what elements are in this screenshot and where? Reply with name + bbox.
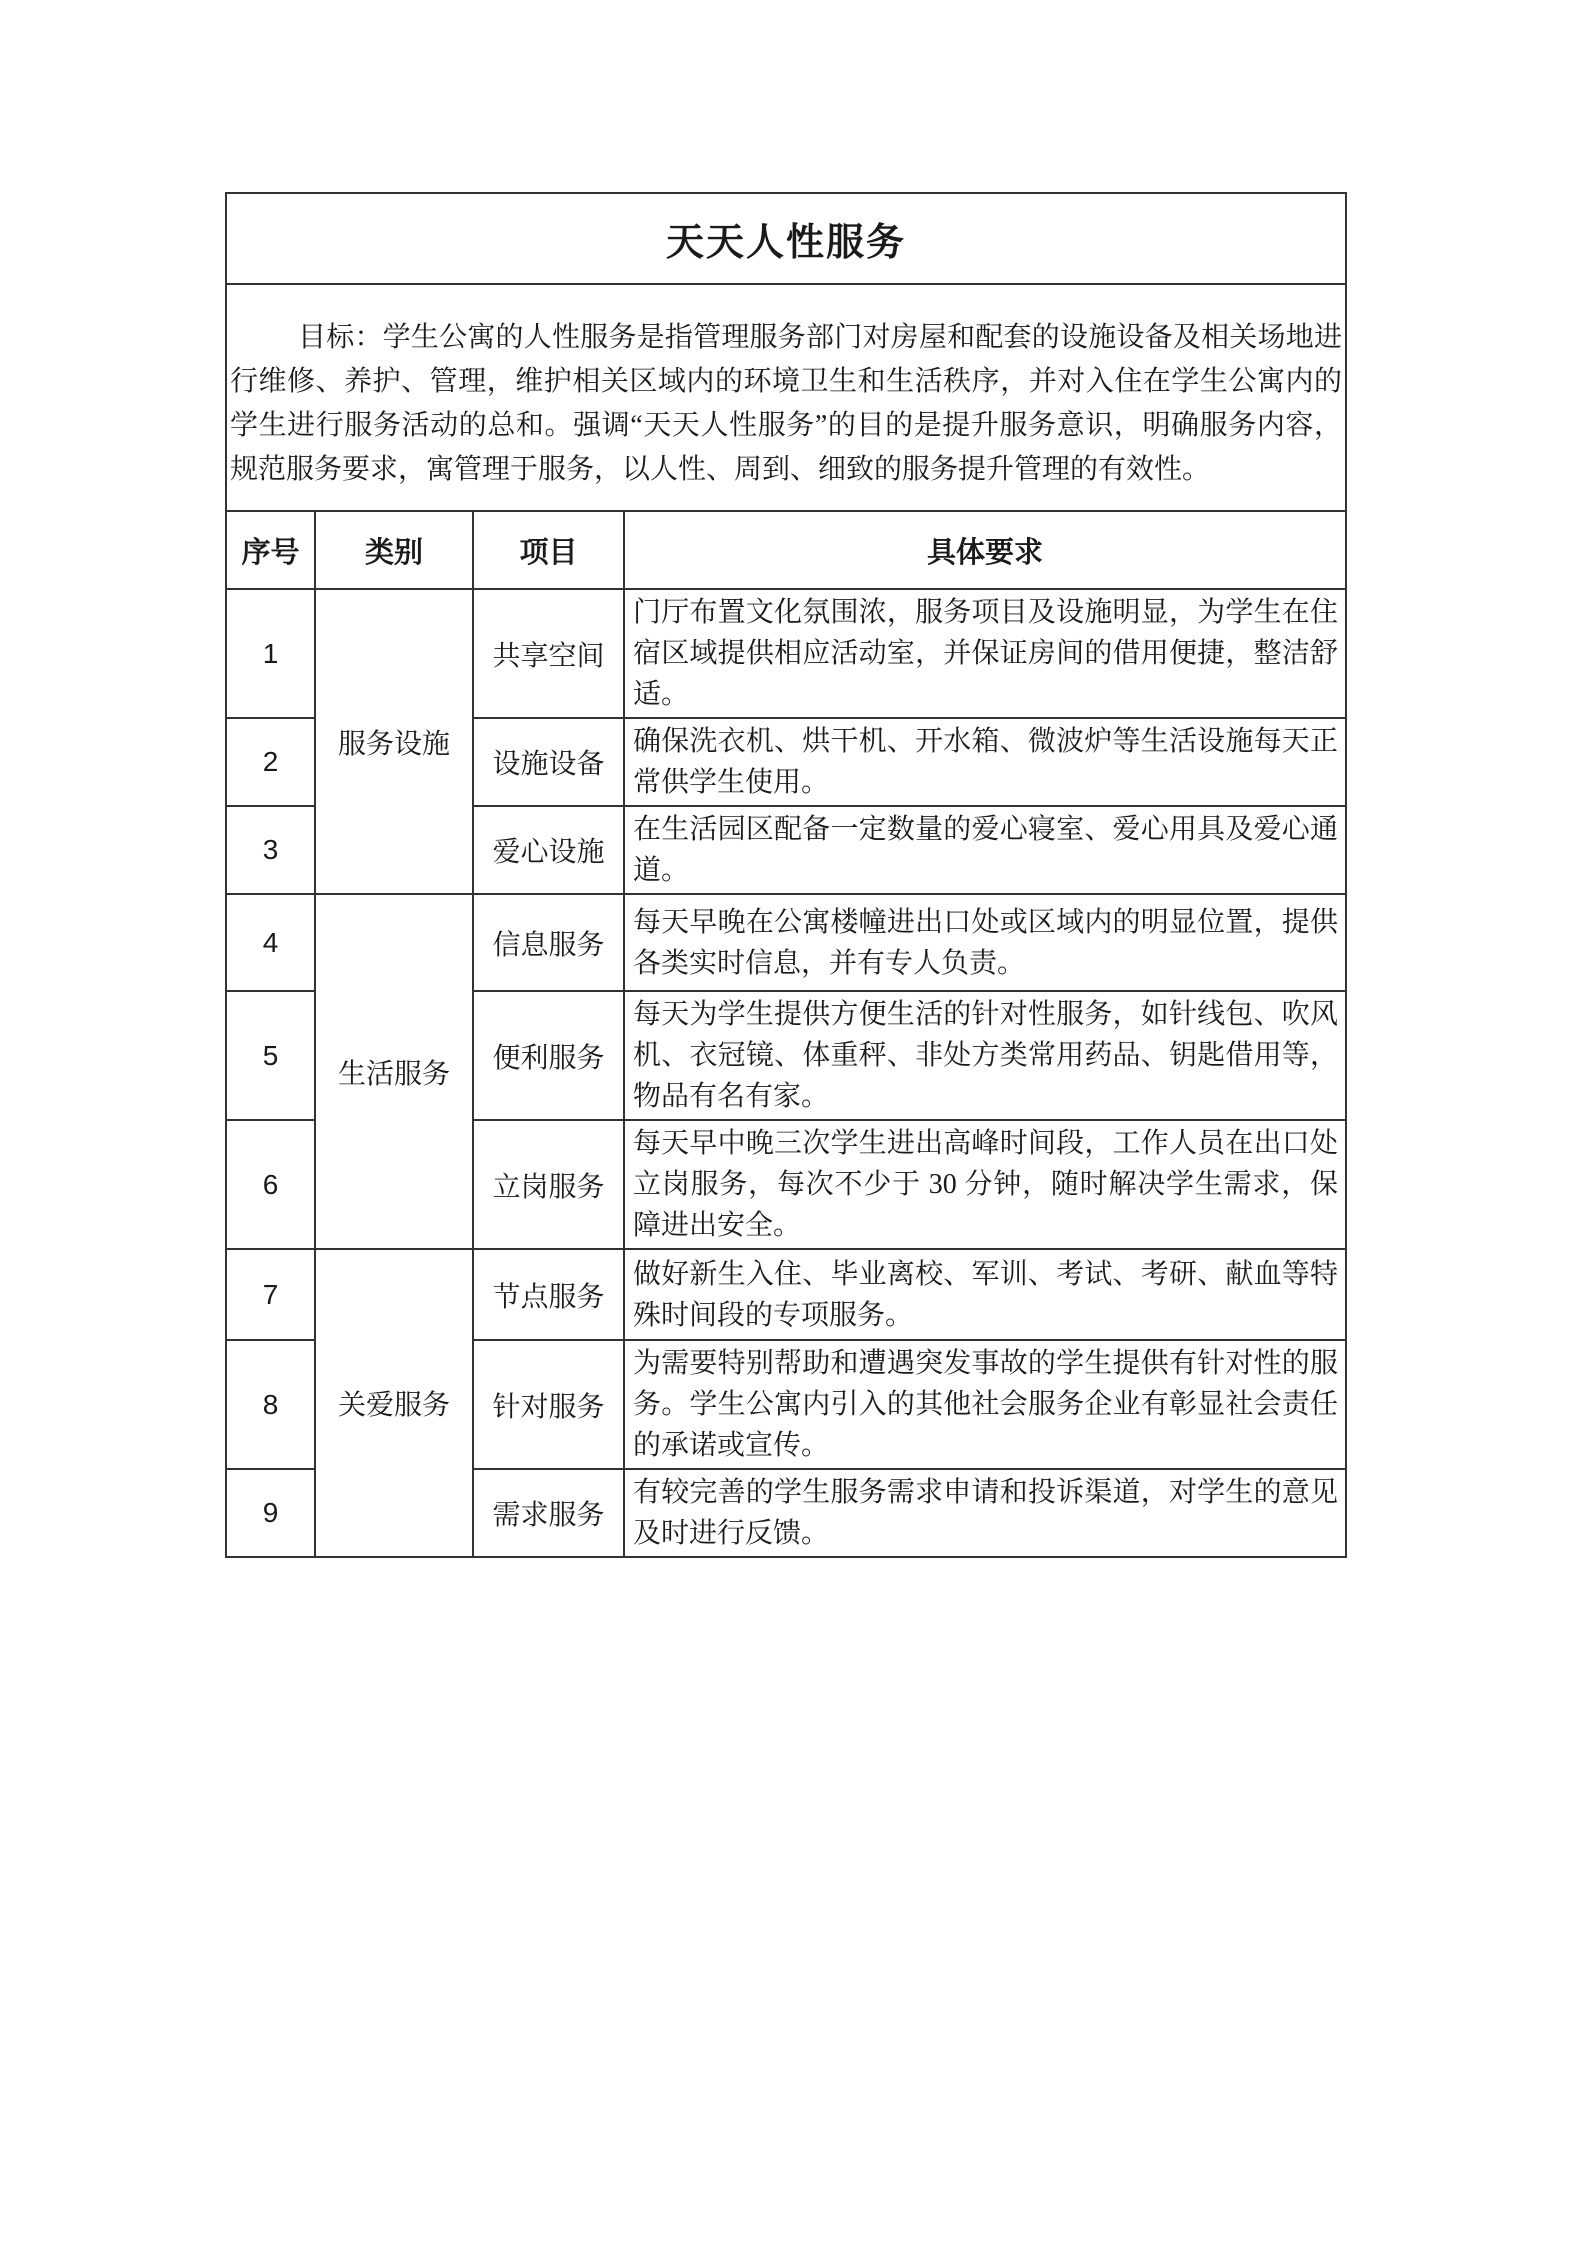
item-cell: 节点服务 xyxy=(473,1249,624,1340)
requirement-cell: 在生活园区配备一定数量的爱心寝室、爱心用具及爱心通道。 xyxy=(624,806,1346,894)
title-row xyxy=(226,193,1346,284)
service-standard-table xyxy=(225,192,1347,1558)
requirement-cell: 每天早晚在公寓楼幢进出口处或区域内的明显位置，提供各类实时信息，并有专人负责。 xyxy=(624,894,1346,991)
row-number-cell: 9 xyxy=(226,1469,315,1557)
intro-cell xyxy=(226,284,1346,511)
item-cell: 共享空间 xyxy=(473,589,624,718)
requirement-cell: 有较完善的学生服务需求申请和投诉渠道，对学生的意见及时进行反馈。 xyxy=(624,1469,1346,1557)
column-header-item: 项目 xyxy=(473,511,624,589)
requirement-cell: 每天早中晚三次学生进出高峰时间段，工作人员在出口处立岗服务，每次不少于 30 分钟，随时解决学生需求，保障进出安全。 xyxy=(624,1120,1346,1249)
row-number-cell: 1 xyxy=(226,589,315,718)
requirement-cell: 门厅布置文化氛围浓，服务项目及设施明显，为学生在住宿区域提供相应活动室，并保证房间的借用便捷，整洁舒适。 xyxy=(624,589,1346,718)
item-cell: 设施设备 xyxy=(473,718,624,806)
row-number-cell: 6 xyxy=(226,1120,315,1249)
item-cell: 爱心设施 xyxy=(473,806,624,894)
table-row xyxy=(226,1249,1346,1340)
table-row xyxy=(226,894,1346,991)
document-title: 天天人性服务 xyxy=(226,193,1346,284)
column-header-category: 类别 xyxy=(315,511,473,589)
requirement-cell: 每天为学生提供方便生活的针对性服务，如针线包、吹风机、衣冠镜、体重秤、非处方类常用药品、钥匙借用等，物品有名有家。 xyxy=(624,991,1346,1120)
requirement-cell: 确保洗衣机、烘干机、开水箱、微波炉等生活设施每天正常供学生使用。 xyxy=(624,718,1346,806)
row-number-cell: 4 xyxy=(226,894,315,991)
item-cell: 便利服务 xyxy=(473,991,624,1120)
requirement-cell: 为需要特别帮助和遭遇突发事故的学生提供有针对性的服务。学生公寓内引入的其他社会服务企业有彰显社会责任的承诺或宣传。 xyxy=(624,1340,1346,1469)
category-cell: 关爱服务 xyxy=(315,1249,473,1557)
column-header-requirement: 具体要求 xyxy=(624,511,1346,589)
intro-paragraph: 目标：学生公寓的人性服务是指管理服务部门对房屋和配套的设施设备及相关场地进行维修、养护、管理，维护相关区域内的环境卫生和生活秩序，并对入住在学生公寓内的学生进行服务活动的总和。强调“天天人性服务”的目的是提升服务意识，明确服务内容，规范服务要求，寓管理于服务，以人性、周到、细致的服务提升管理的有效性。 xyxy=(230,321,1343,485)
item-cell: 针对服务 xyxy=(473,1340,624,1469)
row-number-cell: 8 xyxy=(226,1340,315,1469)
row-number-cell: 5 xyxy=(226,991,315,1120)
requirement-cell: 做好新生入住、毕业离校、军训、考试、考研、献血等特殊时间段的专项服务。 xyxy=(624,1249,1346,1340)
category-cell: 服务设施 xyxy=(315,589,473,894)
row-number-cell: 7 xyxy=(226,1249,315,1340)
intro-row xyxy=(226,284,1346,511)
table-row xyxy=(226,589,1346,718)
row-number-cell: 3 xyxy=(226,806,315,894)
item-cell: 需求服务 xyxy=(473,1469,624,1557)
column-header-no: 序号 xyxy=(226,511,315,589)
item-cell: 立岗服务 xyxy=(473,1120,624,1249)
item-cell: 信息服务 xyxy=(473,894,624,991)
header-row xyxy=(226,511,1346,589)
row-number-cell: 2 xyxy=(226,718,315,806)
category-cell: 生活服务 xyxy=(315,894,473,1249)
